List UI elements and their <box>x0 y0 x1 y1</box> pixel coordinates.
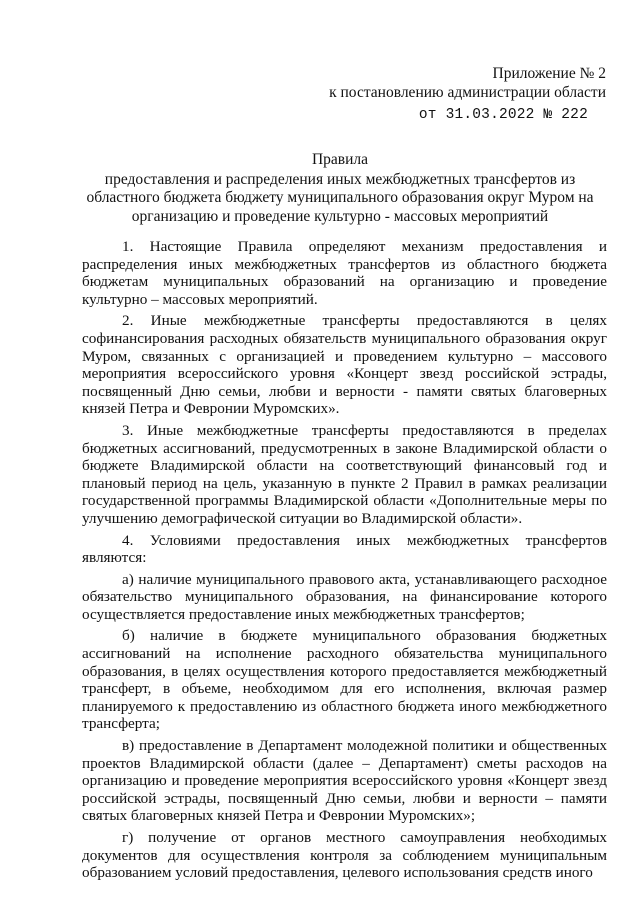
appendix-to-decree: к постановлению администрации области <box>329 84 606 101</box>
condition-d: г) получение от органов местного самоуправления необходимых документов для осуществления контроля за соблюдением муниципальным образованием условий предоставления, целевого использования средств иного <box>82 829 607 882</box>
document-body <box>82 238 607 882</box>
document-title <box>70 151 610 226</box>
paragraph-2: 2. Иные межбюджетные трансферты предоставляются в целях софинансирования расходных обязательств муниципального образования округ Муром, связанных с организацией и проведением культурно – массового мероприятия всероссийского уровня «Концерт звезд российской эстрады, посвященный Дню семьи, любви и верности - памяти святых благоверных князей Петра и Февронии Муромских». <box>82 312 607 418</box>
paragraph-4: 4. Условиями предоставления иных межбюджетных трансфертов являются: <box>82 531 607 567</box>
paragraph-3: 3. Иные межбюджетные трансферты предоставляются в пределах бюджетных ассигнований, предусмотренных в законе Владимирской области о бюджете Владимирской области на соответствующий финансовый год и плановый период на цель, указанную в пункте 2 Правил в рамках реализации государственной программы Владимирской области «Дополнительные меры по улучшению демографической ситуации во Владимирской области». <box>82 421 607 527</box>
condition-a: а) наличие муниципального правового акта, устанавливающего расходное обязательство муниципального образования, на финансирование которого осуществляется предоставление иных межбюджетных трансфертов; <box>82 570 607 623</box>
appendix-number: Приложение № 2 <box>492 65 606 82</box>
condition-c: в) предоставление в Департамент молодежной политики и общественных проектов Владимирской области (далее – Департамент) сметы расходов на организацию и проведение мероприятия всероссийского уровня «Концерт звезд российской эстрады, посвященный Дню семьи, любви и верности – памяти святых благоверных князей Петра и Февронии Муромских»; <box>82 737 607 825</box>
title-word: Правила <box>311 151 369 168</box>
decree-reference: от 31.03.2022 № 222 <box>418 107 588 123</box>
condition-b: б) наличие в бюджете муниципального образования бюджетных ассигнований на исполнение расходного обязательства муниципального образования, в целях осуществления которого предоставляется межбюджетный трансферт, в объеме, необходимом для его исполнения, включая размер планируемого к предоставлению из областного бюджета иного межбюджетного трансферта; <box>82 627 607 733</box>
title-subtitle: предоставления и распределения иных межбюджетных трансфертов из областного бюджета бюджету муниципального образования округ Муром на организацию и проведение культурно - массовых мероприятий <box>86 170 594 225</box>
appendix-header <box>329 64 606 125</box>
paragraph-1: 1. Настоящие Правила определяют механизм предоставления и распределения иных межбюджетных трансфертов из областного бюджета бюджетам муниципальных образований на организацию и проведение культурно – массовых мероприятий. <box>82 238 607 308</box>
